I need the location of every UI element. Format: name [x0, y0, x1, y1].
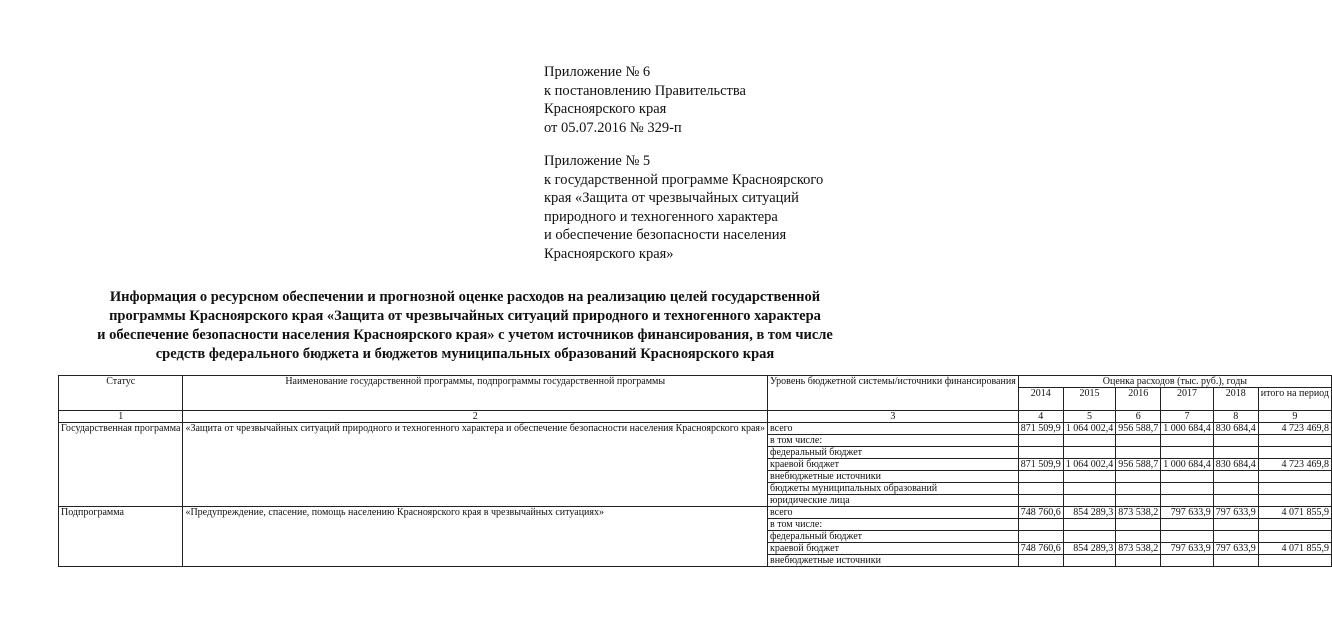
amount-cell [1063, 483, 1116, 495]
budget-table [58, 375, 1332, 567]
amount-cell [1018, 483, 1063, 495]
appendix-5-line: к государственной программе Красноярского [544, 171, 824, 188]
amount-cell: 1 000 684,4 [1161, 423, 1214, 435]
amount-cell [1063, 471, 1116, 483]
amount-cell: 871 509,9 [1018, 459, 1063, 471]
amount-cell [1213, 531, 1258, 543]
header-name: Наименование государственной программы, подпрограммы государственной программы [183, 376, 768, 411]
funding-level-cell: краевой бюджет [767, 543, 1018, 555]
amount-cell [1213, 555, 1258, 567]
amount-cell: 4 071 855,9 [1258, 507, 1331, 519]
funding-level-cell: в том числе: [767, 435, 1018, 447]
amount-cell [1018, 555, 1063, 567]
appendix-6-block [544, 63, 884, 137]
amount-cell [1063, 435, 1116, 447]
title-line: программы Красноярского края «Защита от чрезвычайных ситуаций природного и техногенного характера [109, 308, 821, 324]
amount-cell [1116, 447, 1161, 459]
table-row [59, 423, 1332, 435]
amount-cell: 871 509,9 [1018, 423, 1063, 435]
appendix-6-line: Приложение № 6 [544, 64, 651, 80]
amount-cell [1161, 555, 1214, 567]
column-number: 4 [1018, 411, 1063, 423]
amount-cell: 830 684,4 [1213, 459, 1258, 471]
amount-cell: 797 633,9 [1161, 507, 1214, 519]
amount-cell [1161, 531, 1214, 543]
amount-cell [1258, 519, 1331, 531]
amount-cell: 1 064 002,4 [1063, 423, 1116, 435]
amount-cell [1063, 519, 1116, 531]
appendix-5-block [544, 152, 884, 263]
amount-cell [1116, 435, 1161, 447]
amount-cell [1258, 435, 1331, 447]
column-number: 3 [767, 411, 1018, 423]
header-status: Статус [59, 376, 183, 411]
amount-cell: 797 633,9 [1213, 507, 1258, 519]
amount-cell: 956 588,7 [1116, 423, 1161, 435]
column-number: 9 [1258, 411, 1331, 423]
header-year: 2017 [1161, 388, 1214, 411]
amount-cell: 748 760,6 [1018, 543, 1063, 555]
column-number: 8 [1213, 411, 1258, 423]
header-year: 2015 [1063, 388, 1116, 411]
amount-cell [1161, 495, 1214, 507]
header-year: 2016 [1116, 388, 1161, 411]
appendix-5-line: края «Защита от чрезвычайных ситуаций [544, 190, 799, 206]
amount-cell [1213, 447, 1258, 459]
amount-cell: 797 633,9 [1213, 543, 1258, 555]
amount-cell [1213, 471, 1258, 483]
status-cell: Государственная программа [59, 423, 183, 507]
funding-level-cell: краевой бюджет [767, 459, 1018, 471]
title-line: Информация о ресурсном обеспечении и прогнозной оценке расходов на реализацию целей государственной [109, 289, 821, 305]
appendix-5-line: природного и техногенного характера [544, 208, 778, 225]
status-cell: Подпрограмма [59, 507, 183, 567]
program-name-cell: «Предупреждение, спасение, помощь населению Красноярского края в чрезвычайных ситуациях» [183, 507, 768, 567]
amount-cell [1161, 519, 1214, 531]
funding-level-cell: внебюджетные источники [767, 555, 1018, 567]
amount-cell [1063, 555, 1116, 567]
amount-cell [1018, 519, 1063, 531]
amount-cell: 873 538,2 [1116, 543, 1161, 555]
column-number: 6 [1116, 411, 1161, 423]
header-total: итого на период [1258, 388, 1331, 411]
amount-cell: 797 633,9 [1161, 543, 1214, 555]
amount-cell [1116, 495, 1161, 507]
amount-cell [1213, 435, 1258, 447]
appendix-5-line: и обеспечение безопасности населения [544, 227, 787, 243]
amount-cell: 854 289,3 [1063, 543, 1116, 555]
amount-cell: 1 064 002,4 [1063, 459, 1116, 471]
amount-cell [1018, 471, 1063, 483]
column-number: 7 [1161, 411, 1214, 423]
column-number: 1 [59, 411, 183, 423]
amount-cell [1018, 531, 1063, 543]
amount-cell: 4 723 469,8 [1258, 423, 1331, 435]
funding-level-cell: федеральный бюджет [767, 531, 1018, 543]
amount-cell [1161, 435, 1214, 447]
amount-cell [1063, 495, 1116, 507]
header-year: 2014 [1018, 388, 1063, 411]
amount-cell [1116, 519, 1161, 531]
amount-cell [1018, 435, 1063, 447]
amount-cell [1258, 495, 1331, 507]
amount-cell: 854 289,3 [1063, 507, 1116, 519]
program-name-cell: «Защита от чрезвычайных ситуаций природного и техногенного характера и обеспечение безопасности населения Красноярского края» [183, 423, 768, 507]
document-title [70, 288, 860, 364]
amount-cell [1213, 495, 1258, 507]
title-line: средств федерального бюджета и бюджетов муниципальных образований Красноярского края [155, 346, 775, 362]
table-row [59, 507, 1332, 519]
amount-cell [1018, 447, 1063, 459]
amount-cell: 830 684,4 [1213, 423, 1258, 435]
appendix-6-line: от 05.07.2016 № 329-п [544, 119, 682, 136]
table-body [59, 376, 1332, 567]
appendix-6-line: Красноярского края [544, 101, 667, 117]
amount-cell [1258, 447, 1331, 459]
amount-cell [1018, 495, 1063, 507]
funding-level-cell: в том числе: [767, 519, 1018, 531]
amount-cell: 1 000 684,4 [1161, 459, 1214, 471]
amount-cell [1258, 471, 1331, 483]
amount-cell [1213, 483, 1258, 495]
amount-cell [1161, 483, 1214, 495]
header-estimate: Оценка расходов (тыс. руб.), годы [1018, 376, 1331, 388]
amount-cell [1116, 531, 1161, 543]
funding-level-cell: бюджеты муниципальных образований [767, 483, 1018, 495]
header-level: Уровень бюджетной системы/источники финансирования [767, 376, 1018, 411]
amount-cell: 873 538,2 [1116, 507, 1161, 519]
funding-level-cell: всего [767, 507, 1018, 519]
amount-cell: 956 588,7 [1116, 459, 1161, 471]
appendix-6-line: к постановлению Правительства [544, 82, 746, 99]
amount-cell [1116, 471, 1161, 483]
column-number: 2 [183, 411, 768, 423]
amount-cell [1161, 447, 1214, 459]
amount-cell: 4 723 469,8 [1258, 459, 1331, 471]
appendix-5-line: Приложение № 5 [544, 153, 651, 169]
amount-cell: 4 071 855,9 [1258, 543, 1331, 555]
appendix-5-line: Красноярского края» [544, 245, 674, 262]
funding-level-cell: юридические лица [767, 495, 1018, 507]
amount-cell [1258, 531, 1331, 543]
amount-cell: 748 760,6 [1018, 507, 1063, 519]
title-line: и обеспечение безопасности населения Красноярского края» с учетом источников финансирования, в том числе [97, 327, 833, 343]
amount-cell [1258, 555, 1331, 567]
amount-cell [1116, 555, 1161, 567]
amount-cell [1213, 519, 1258, 531]
header-row [59, 376, 1332, 388]
column-number-row [59, 411, 1332, 423]
header-year: 2018 [1213, 388, 1258, 411]
funding-level-cell: всего [767, 423, 1018, 435]
column-number: 5 [1063, 411, 1116, 423]
funding-level-cell: внебюджетные источники [767, 471, 1018, 483]
amount-cell [1063, 531, 1116, 543]
amount-cell [1161, 471, 1214, 483]
amount-cell [1116, 483, 1161, 495]
amount-cell [1063, 447, 1116, 459]
amount-cell [1258, 483, 1331, 495]
funding-level-cell: федеральный бюджет [767, 447, 1018, 459]
